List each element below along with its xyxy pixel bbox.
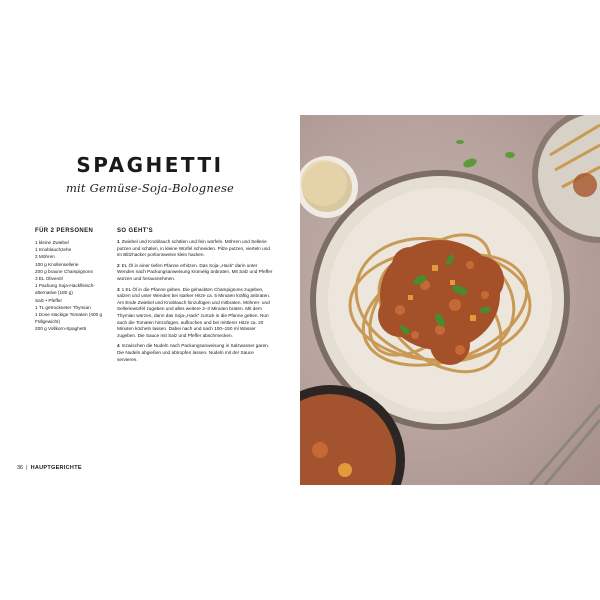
footer-divider: |	[26, 465, 28, 471]
step-text: Zwiebel und Knoblauch schälen und fein würfeln. Möhren und Sellerie putzen und schälen, in kleine Würfel schneiden. Pilze putzen, vierteln und im Blitzhacker portionsweise klein hacken.	[117, 239, 270, 258]
step-item	[117, 239, 275, 259]
step-number: 3	[117, 286, 120, 292]
ingredient-item: 100 g Knollensellerie	[35, 261, 79, 267]
ingredient-item: 1 Packung Soja-Hackfleisch-alternative (180 g)	[35, 283, 95, 296]
ingredients-list	[35, 239, 115, 333]
steps-list	[117, 239, 275, 367]
page-number: 36	[17, 465, 24, 471]
step-item	[117, 343, 275, 363]
recipe-title: SPAGHETTI	[76, 153, 224, 177]
step-text: Inzwischen die Nudeln nach Packungsanweisung in Salzwasser garen. Die Nudeln abgießen und abtropfen lassen. Nudeln mit der Sauce servieren.	[117, 343, 270, 362]
recipe-subtitle: mit Gemüse-Soja-Bolognese	[65, 181, 235, 195]
spaghetti-photo	[300, 115, 600, 485]
step-text: EL Öl in einer tiefen Pfanne erhitzen. Das Soja-„Hack“ darin unter Wenden nach Packungsanweisung krümelig anbraten. Mit Salz und Pfeffer würzen und herausnehmen.	[117, 262, 273, 281]
ingredient-item: 200 g Vollkorn-Spaghetti	[35, 326, 87, 332]
step-item	[117, 263, 275, 283]
photo-page	[300, 115, 600, 485]
ingredient-item: 1 TL getrockneter Thymian	[35, 304, 91, 310]
section-name: HAUPTGERICHTE	[30, 465, 82, 471]
step-number: 1	[117, 239, 120, 244]
ingredient-item: 1 Dose stückige Tomaten (400 g Füllgewicht)	[35, 312, 103, 325]
step-text: 1 EL Öl in die Pfanne geben. Die gehackten Champignons zugeben, salzen und unter Wenden bei starker Hitze ca. 5 Minuten kräftig anbraten. Am Ende Zwiebel und Knoblauch hinzufügen und mitbraten. Möhren- und Selleriewürfel zugeben und alles weitere 2–3 Minuten braten. Mit dem Thymian würzen, dann das Soja-„Hack“ zurück in die Pfanne geben. Nun auch die Tomaten hinzufügen, aufkochen und bei mittlerer Hitze ca. 20 Minuten köcheln lassen. Dabei nach und nach 100–150 ml Wasser zugeben. Die Sauce mit Salz und Pfeffer abschmecken.	[117, 286, 271, 338]
recipe-page	[0, 115, 300, 485]
book-spread	[0, 115, 600, 485]
ingredient-item: Salz • Pfeffer	[35, 297, 63, 303]
ingredient-item: 1 Knoblauchzehe	[35, 247, 72, 253]
step-number: 2	[117, 262, 120, 268]
ingredient-item: 2 Möhren	[35, 254, 55, 260]
ingredient-item: 3 EL Olivenöl	[35, 276, 63, 282]
steps-heading: SO GEHT'S	[117, 228, 154, 234]
step-number: 4	[117, 343, 120, 349]
ingredient-item: 1 kleine Zwiebel	[35, 240, 69, 245]
ingredient-item: 200 g braune Champignons	[35, 268, 93, 274]
ingredients-heading: FÜR 2 PERSONEN	[35, 228, 94, 234]
step-item	[117, 287, 275, 340]
page-footer	[17, 465, 82, 471]
